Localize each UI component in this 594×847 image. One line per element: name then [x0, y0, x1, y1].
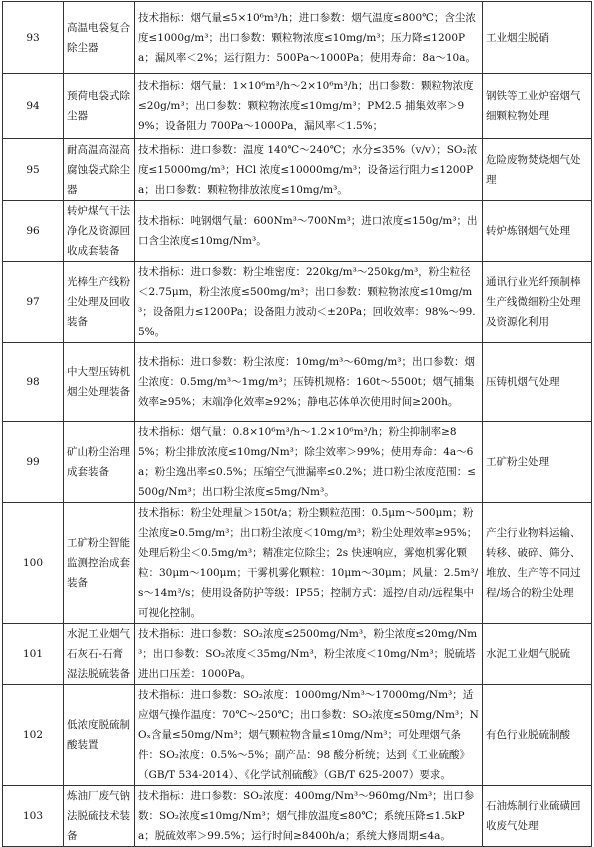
row-number: 94	[3, 74, 64, 139]
equipment-name: 中大型压铸机烟尘处理装备	[64, 343, 135, 422]
equipment-name: 工矿粉尘智能监测控治成套装备	[64, 503, 135, 624]
technical-spec: 技术指标：烟气量≤5×10⁶m³/h；进口参数：烟气温度≤800℃；含尘浓度≤1000g/m³；出口参数：颗粒物浓度≤10mg/m³；压力降≤1200Pa；漏风率＜2%；运行阻力：500Pa～1000Pa；使用寿命：8a～10a。	[135, 2, 483, 74]
table-row	[3, 624, 592, 685]
application-scope: 压铸机烟气处理	[483, 343, 592, 422]
technical-spec: 技术指标：进口参数：SO₂浓度≤2500mg/Nm³，粉尘浓度≤20mg/Nm³；出口参数：SO₂浓度＜35mg/Nm³，粉尘浓度＜10mg/Nm³；脱硫塔进出口压差：1000Pa。	[135, 624, 483, 685]
application-scope: 有色行业脱硫制酸	[483, 685, 592, 786]
equipment-name: 高温电袋复合除尘器	[64, 2, 135, 74]
row-number: 103	[3, 786, 64, 847]
row-number: 101	[3, 624, 64, 685]
table-row	[3, 786, 592, 847]
table-row	[3, 139, 592, 201]
equipment-table	[2, 1, 592, 847]
application-scope: 钢铁等工业炉窑烟气细颗粒物处理	[483, 74, 592, 139]
row-number: 96	[3, 201, 64, 262]
row-number: 97	[3, 262, 64, 343]
equipment-name: 转炉煤气干法净化及资源回收成套装备	[64, 201, 135, 262]
table-row	[3, 422, 592, 503]
table-row	[3, 503, 592, 624]
table-row	[3, 201, 592, 262]
table-row	[3, 343, 592, 422]
equipment-name: 炼油厂废气钠法脱硫技术装备	[64, 786, 135, 847]
row-number: 98	[3, 343, 64, 422]
application-scope: 工矿粉尘处理	[483, 422, 592, 503]
technical-spec: 技术指标：进口参数：SO₂浓度：1000mg/Nm³～17000mg/Nm³；适应烟气操作温度：70℃～250℃；出口参数：SO₂浓度≤50mg/Nm³；NOₓ含量≤50mg/Nm³；烟气颗粒物含量≤10mg/Nm³；可处理烟气条件：SO₂浓度：0.5%～5%；副产品：98 酸分析统；达到《工业硫酸》（GB/T 534-2014）、《化学试剂硫酸》（GB/T 625-2007）要求。	[135, 685, 483, 786]
technical-spec: 技术指标：吨钢烟气量：600Nm³～700Nm³；进口浓度≤150g/m³；出口含尘浓度≤10mg/Nm³。	[135, 201, 483, 262]
table-row	[3, 685, 592, 786]
row-number: 95	[3, 139, 64, 201]
technical-spec: 技术指标：进口参数：温度 140℃～240℃；水分≤35%（v/v）；SO₂浓度≤15000mg/m³；HCl 浓度≤10000mg/m³；设备运行阻力≤1200Pa；出口参数：颗粒物排放浓度≤10mg/m³。	[135, 139, 483, 201]
equipment-name: 矿山粉尘治理成套装备	[64, 422, 135, 503]
row-number: 100	[3, 503, 64, 624]
table-row	[3, 74, 592, 139]
table-row	[3, 262, 592, 343]
row-number: 102	[3, 685, 64, 786]
application-scope: 产尘行业物料运输、转移、破碎、筛分、堆放、生产等不同过程/场合的粉尘处理	[483, 503, 592, 624]
application-scope: 石油炼制行业硫磺回收废气处理	[483, 786, 592, 847]
technical-spec: 技术指标：进口参数：粉尘浓度：10mg/m³～60mg/m³；出口参数：烟尘浓度：0.5mg/m³～1mg/m³；压铸机规格：160t～5500t；烟气捕集效率≥95%；末端净化效率≥92%；静电芯体单次使用时间≥200h。	[135, 343, 483, 422]
equipment-name: 耐高温高湿高腐蚀袋式除尘器	[64, 139, 135, 201]
technical-spec: 技术指标：烟气量：0.8×10⁶m³/h～1.2×10⁶m³/h；粉尘抑制率≥85%；粉尘排放浓度≤10mg/Nm³；除尘效率＞99%；使用寿命：4a～6a；粉尘逸出率≤0.5%；压缩空气泄漏率≤0.2%；进口粉尘浓度范围：≤500g/Nm³；出口粉尘浓度≤5mg/Nm³。	[135, 422, 483, 503]
row-number: 99	[3, 422, 64, 503]
application-scope: 转炉炼钢烟气处理	[483, 201, 592, 262]
application-scope: 水泥工业烟气脱硫	[483, 624, 592, 685]
technical-spec: 技术指标：进口参数：粉尘堆密度：220kg/m³～250kg/m³，粉尘粒径＜2.75μm，粉尘浓度≤500mg/m³；出口参数：颗粒物浓度≤10mg/m³；设备阻力≤1200Pa；设备阻力波动＜±20Pa；回收效率：98%～99.5%。	[135, 262, 483, 343]
application-scope: 工业烟尘脱硝	[483, 2, 592, 74]
table-row	[3, 2, 592, 74]
technical-spec: 技术指标：烟气量：1×10⁶m³/h～2×10⁶m³/h；出口参数：颗粒物浓度≤20g/m³；出口参数：颗粒物浓度≤10mg/m³；PM2.5 捕集效率＞99%；设备阻力 700Pa～1000Pa，漏风率＜1.5%；	[135, 74, 483, 139]
row-number: 93	[3, 2, 64, 74]
application-scope: 通讯行业光纤预制棒生产线微细粉尘处理及资源化利用	[483, 262, 592, 343]
technical-spec: 技术指标：进口参数：SO₂浓度：400mg/Nm³～960mg/Nm³；出口参数：SO₂浓度≤10mg/Nm³；烟气排放温度≤80℃；系统压降≤1.5kPa；脱硫效率＞99.5%；运行时间≥8400h/a；系统大修周期≤4a。	[135, 786, 483, 847]
equipment-name: 水泥工业烟气石灰石-石膏湿法脱硫装备	[64, 624, 135, 685]
technical-spec: 技术指标：粉尘处理量＞150t/a；粉尘颗粒范围：0.5μm～500μm；粉尘浓度≥0.5mg/m³；出口粉尘浓度＜10mg/m³；粉尘处理效率≥95%；处理后粉尘＜0.5mg/m³；精准定位除尘；2s 快速响应，雾炮机雾化颗粒：30μm～100μm；干雾机雾化颗粒：10μm～30μm；风量：2.5m³/s～14m³/s；使用设备防护等级：IP55；控制方式：遥控/自动/远程集中可视化控制。	[135, 503, 483, 624]
equipment-name: 低浓度脱硫制酸装置	[64, 685, 135, 786]
equipment-name: 光棒生产线粉尘处理及回收装备	[64, 262, 135, 343]
equipment-name: 预荷电袋式除尘器	[64, 74, 135, 139]
application-scope: 危险废物焚烧烟气处理	[483, 139, 592, 201]
